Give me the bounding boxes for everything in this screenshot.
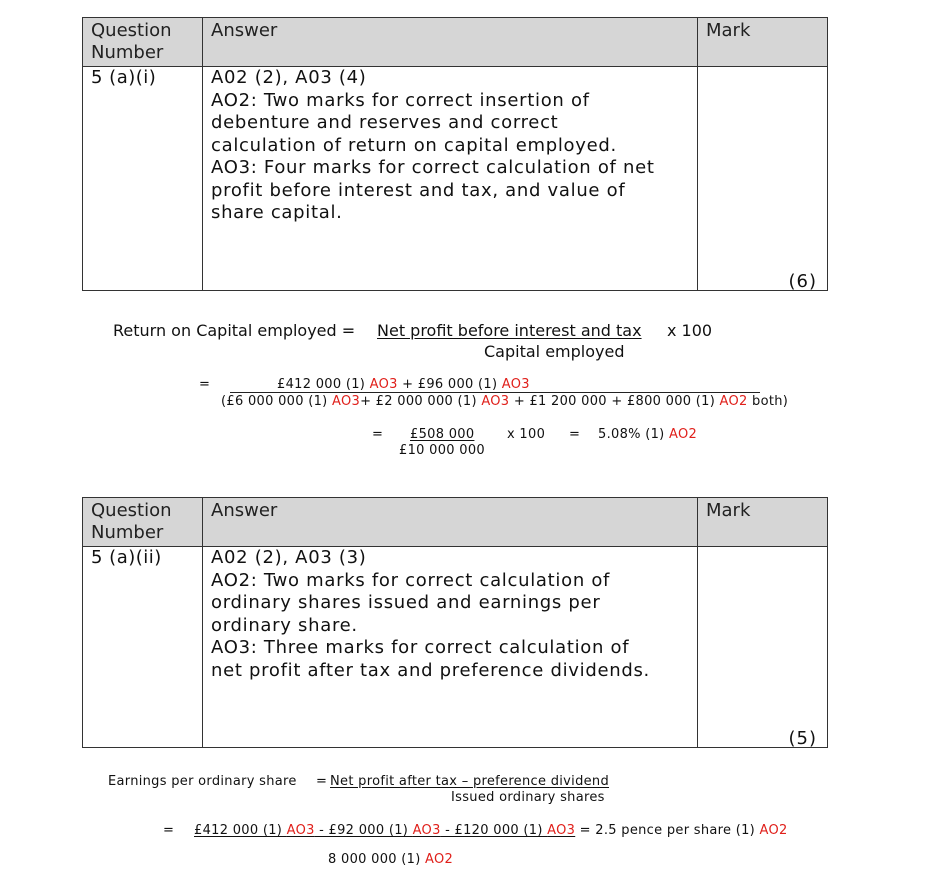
answer-cell: [203, 67, 698, 291]
roce-numerator: Net profit before interest and tax: [377, 321, 642, 340]
roce-line3-equals: =: [372, 427, 384, 442]
header-question-number: Question Number: [83, 498, 203, 547]
question-number-cell: 5 (a)(ii): [83, 547, 203, 748]
roce-line2-equals: =: [199, 377, 211, 392]
answer-line: AO2: Two marks for correct insertion of: [211, 89, 590, 111]
answer-line: ordinary shares issued and earnings per: [211, 592, 601, 613]
eps-label: Earnings per ordinary share: [108, 774, 297, 789]
answer-line: net profit after tax and preference dividends.: [211, 659, 650, 681]
eps-equals: =: [316, 774, 328, 789]
header-mark: Mark: [698, 498, 828, 547]
roce-line2-denominator: (£6 000 000 (1) AO3+ £2 000 000 (1) AO3 + £1 200 000 + £800 000 (1) AO2 both): [221, 394, 789, 409]
eps-denominator: Issued ordinary shares: [451, 790, 605, 805]
roce-line2-numerator: £412 000 (1) AO3 + £96 000 (1) AO3: [277, 377, 530, 392]
answer-text: [203, 547, 697, 682]
mark-table-5ai: [82, 17, 828, 291]
eps-numerator: Net profit after tax – preference dividend: [330, 774, 610, 789]
answer-line: debenture and reserves and correct: [211, 112, 559, 133]
roce-line3-numerator: £508 000: [410, 427, 475, 442]
table-header-row: [83, 18, 828, 67]
mark-cell: [698, 547, 828, 748]
answer-line: share capital.: [211, 202, 343, 223]
answer-line: AO3: Three marks for correct calculation of: [211, 637, 630, 658]
roce-denominator: Capital employed: [484, 342, 625, 361]
roce-line3-denominator: £10 000 000: [399, 443, 486, 458]
answer-cell: [203, 547, 698, 748]
mark-cell: [698, 67, 828, 291]
roce-label: Return on Capital employed =: [113, 321, 356, 340]
question-number-cell: 5 (a)(i): [83, 67, 203, 291]
fraction-line: [230, 392, 760, 393]
header-question-number: Question Number: [83, 18, 203, 67]
answer-line: A02 (2), A03 (3): [211, 547, 367, 568]
eps-line2-equals: =: [163, 823, 175, 838]
eps-calculation: £412 000 (1) AO3 - £92 000 (1) AO3 - £120 000 (1) AO3 = 2.5 pence per share (1) AO2: [194, 823, 788, 838]
header-answer: Answer: [203, 498, 698, 547]
roce-result: 5.08% (1) AO2: [598, 427, 698, 442]
answer-text: [203, 67, 697, 225]
answer-line: calculation of return on capital employed.: [211, 134, 617, 156]
answer-line: AO3: Four marks for correct calculation of net: [211, 157, 655, 178]
roce-line3-times: x 100: [507, 427, 546, 442]
mark-total: (5): [788, 728, 817, 749]
mark-table-5aii: [82, 497, 828, 748]
roce-times: x 100: [667, 321, 713, 340]
answer-line: profit before interest and tax, and value of: [211, 179, 626, 201]
header-answer: Answer: [203, 18, 698, 67]
header-mark: Mark: [698, 18, 828, 67]
answer-line: ordinary share.: [211, 614, 358, 636]
eps-shares-denominator: 8 000 000 (1) AO2: [328, 852, 454, 867]
mark-total: (6): [788, 271, 817, 292]
table-body-row: [83, 547, 828, 748]
answer-line: A02 (2), A03 (4): [211, 67, 367, 88]
roce-line3-equals2: =: [569, 427, 581, 442]
table-header-row: [83, 498, 828, 547]
table-body-row: [83, 67, 828, 291]
answer-line: AO2: Two marks for correct calculation of: [211, 569, 611, 591]
